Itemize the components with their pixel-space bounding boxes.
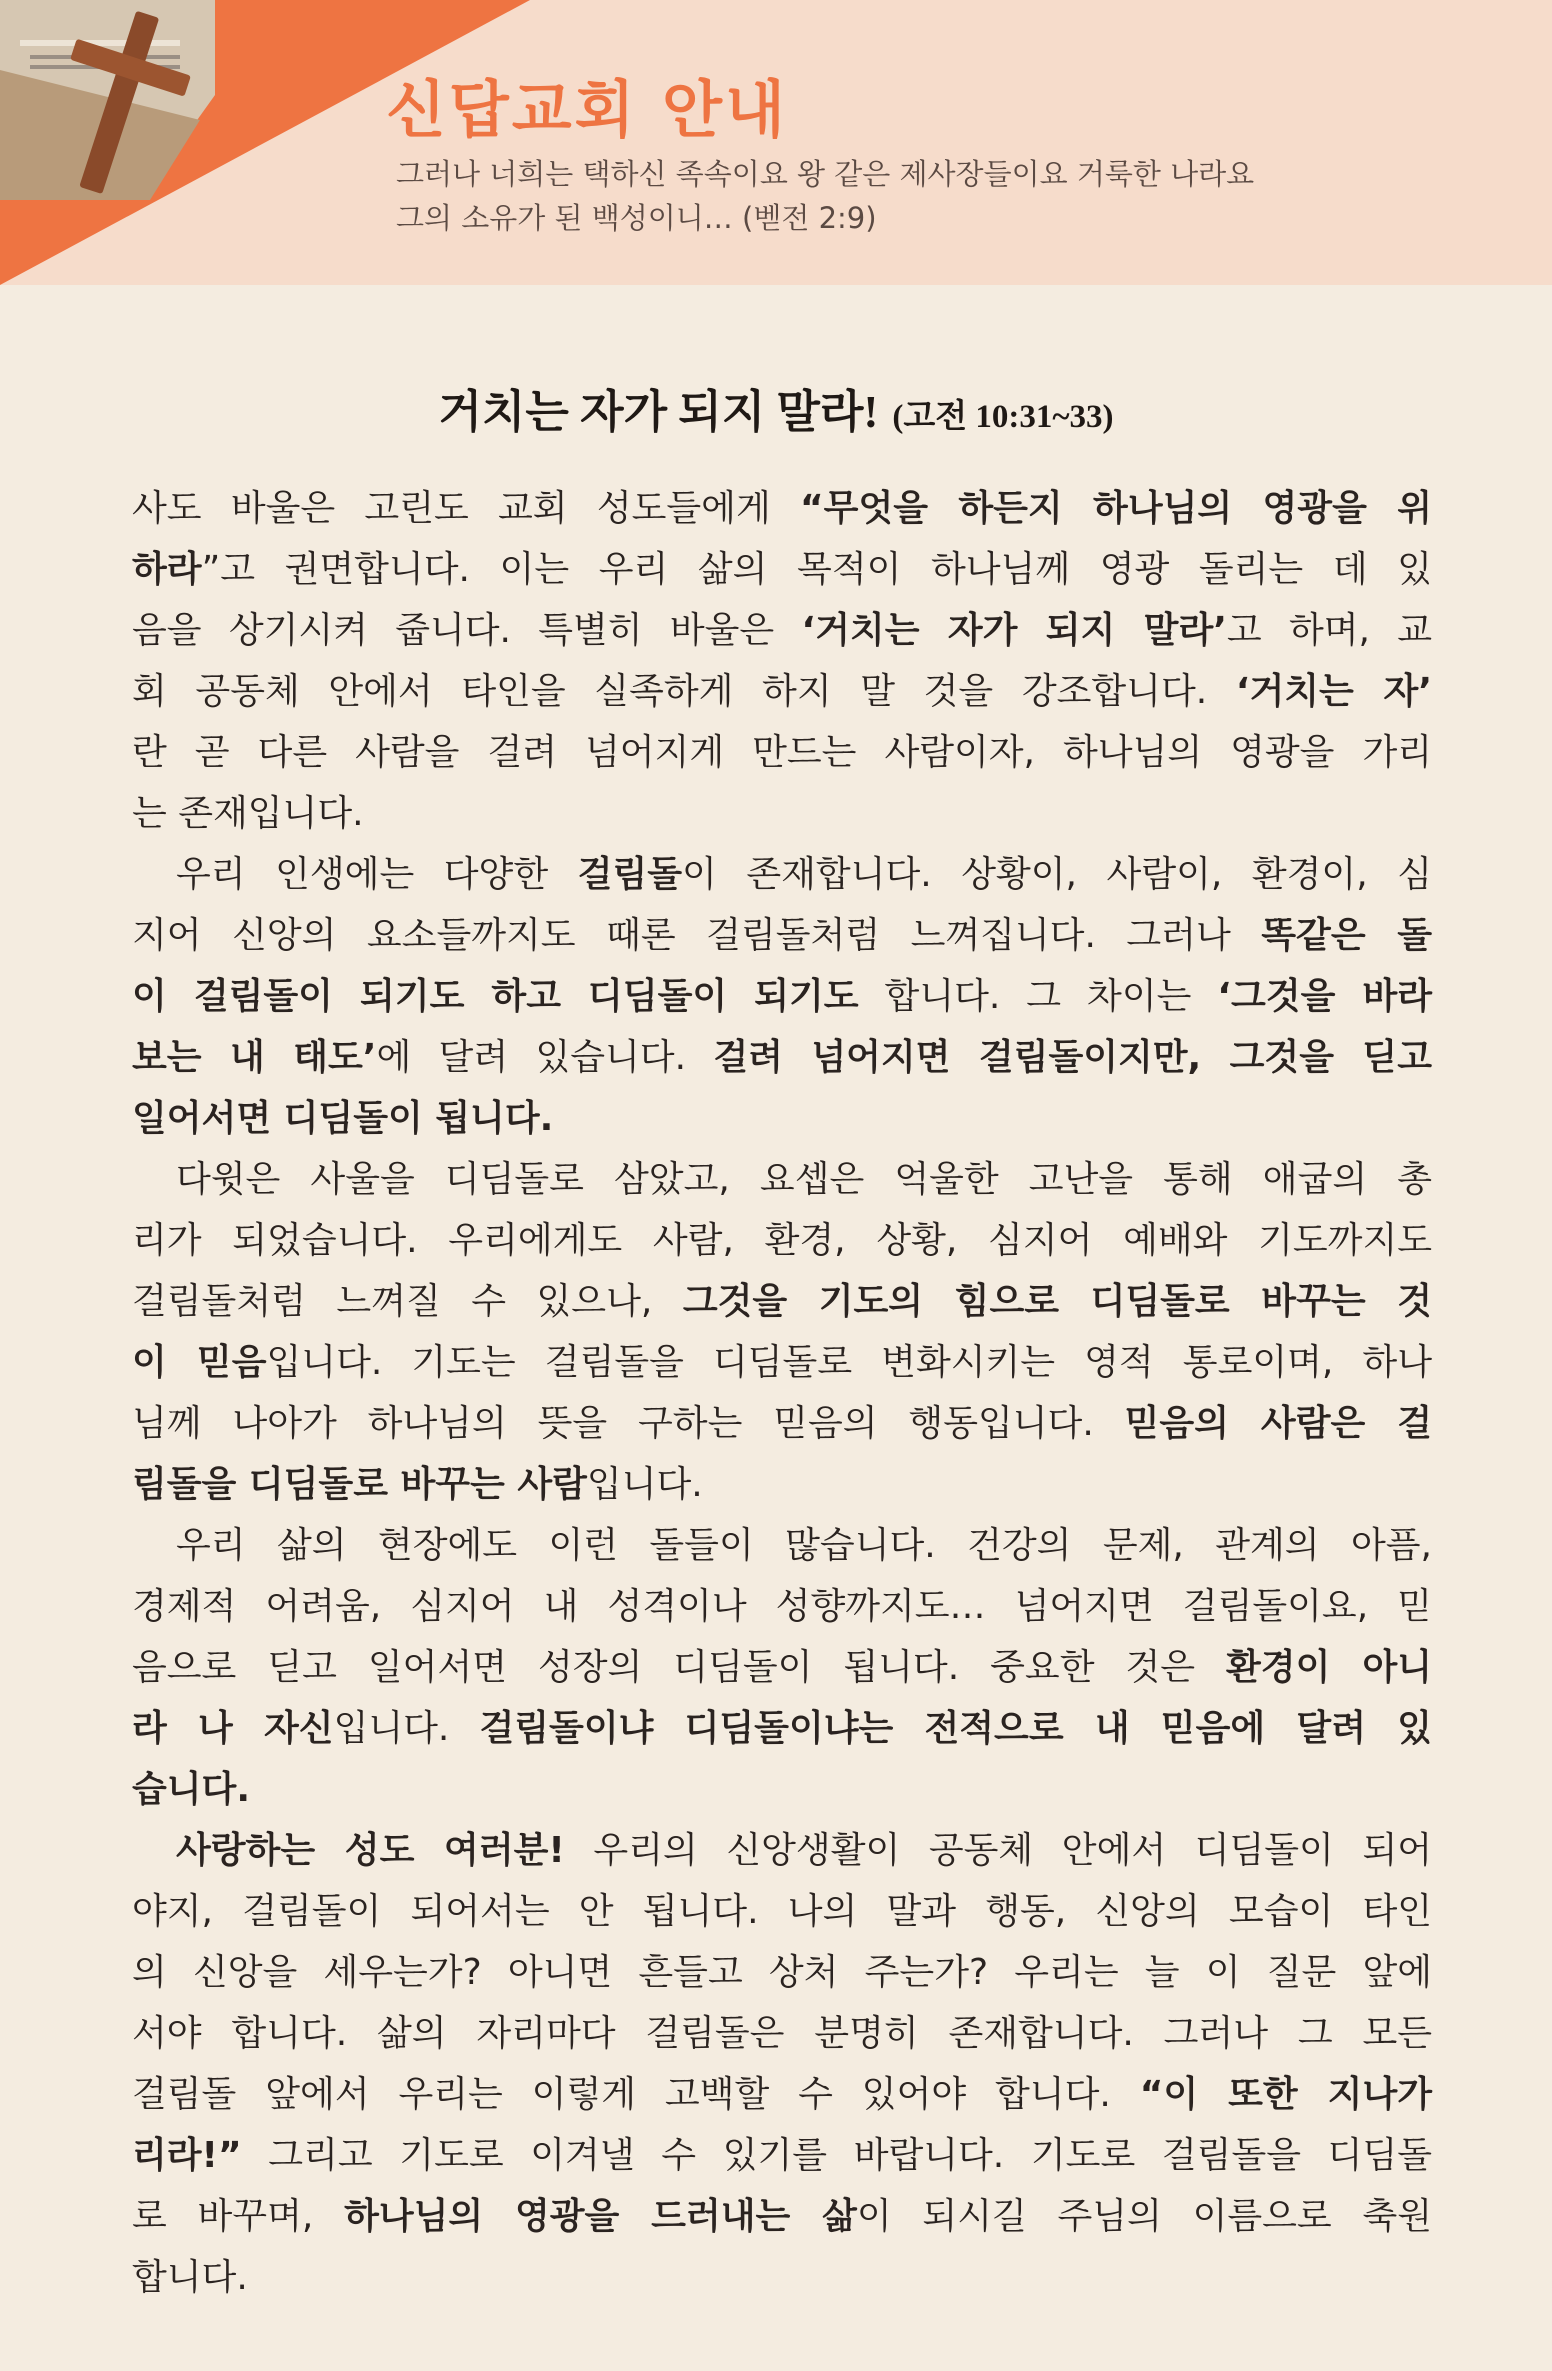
body-text: 그리고 기도로 이겨낼 수 있기를 바랍니다. 기도로 걸림돌을 디딤돌 — [241, 2135, 1432, 2176]
body-line — [132, 722, 1432, 783]
article-title — [0, 375, 1552, 440]
emphasis-text: 걸림돌 — [577, 854, 682, 895]
emphasis-text: ‘거치는 자가 되지 말라’ — [801, 610, 1227, 651]
body-text: 회 공동체 안에서 타인을 실족하게 하지 말 것을 강조합니다. — [132, 671, 1236, 712]
body-text: 님께 나아가 하나님의 뜻을 구하는 믿음의 행동입니다. — [132, 1403, 1125, 1444]
cross-on-bible-image — [0, 0, 225, 200]
body-text: 입니다. — [333, 1708, 480, 1749]
body-line — [132, 1942, 1432, 2003]
body-text: 의 신앙을 세우는가? 아니면 흔들고 상처 주는가? 우리는 늘 이 질문 앞에 — [132, 1952, 1432, 1993]
body-text: 걸림돌 앞에서 우리는 이렇게 고백할 수 있어야 합니다. — [132, 2074, 1140, 2115]
emphasis-text: 그것을 기도의 힘으로 디딤돌로 바꾸는 것 — [682, 1281, 1433, 1322]
body-text: 리가 되었습니다. 우리에게도 사람, 환경, 상황, 심지어 예배와 기도까지도 — [132, 1220, 1432, 1261]
emphasis-text: 리라!” — [132, 2135, 242, 2176]
body-text: 이 존재합니다. 상황이, 사람이, 환경이, 심 — [682, 854, 1432, 895]
body-line — [132, 600, 1432, 661]
body-text: 음으로 딛고 일어서면 성장의 디딤돌이 됩니다. 중요한 것은 — [132, 1647, 1227, 1688]
body-line — [132, 1820, 1432, 1881]
body-line — [132, 844, 1432, 905]
body-line — [132, 539, 1432, 600]
body-line — [132, 1393, 1432, 1454]
body-line — [132, 1210, 1432, 1271]
verse-line-2: 그의 소유가 된 백성이니… (벧전 2:9) — [396, 201, 877, 235]
emphasis-text: 걸림돌이냐 디딤돌이냐는 전적으로 내 믿음에 달려 있 — [479, 1708, 1432, 1749]
emphasis-text: ‘거치는 자’ — [1235, 671, 1432, 712]
body-line — [132, 1088, 1432, 1149]
body-line — [132, 1759, 1432, 1820]
body-text: 우리 삶의 현장에도 이런 돌들이 많습니다. 건강의 문제, 관계의 아픔, — [176, 1525, 1432, 1566]
body-text: 이 되시길 주님의 이름으로 축원 — [856, 2196, 1432, 2237]
emphasis-text: 림돌을 디딤돌로 바꾸는 사람 — [132, 1464, 587, 1505]
body-text: 에 달려 있습니다. — [376, 1037, 714, 1078]
emphasis-text: 믿음의 사람은 걸 — [1124, 1403, 1433, 1444]
body-text: 음을 상기시켜 줍니다. 특별히 바울은 — [132, 610, 802, 651]
article-heading: 거치는 자가 되지 말라! — [438, 387, 879, 437]
body-text: 경제적 어려움, 심지어 내 성격이나 성향까지도… 넘어지면 걸림돌이요, 믿 — [132, 1586, 1432, 1627]
body-text: 합니다. 그 차이는 — [858, 976, 1218, 1017]
emphasis-text: 이 믿음 — [132, 1342, 267, 1383]
body-text: 사도 바울은 고린도 교회 성도들에게 — [132, 488, 801, 529]
body-text: 우리의 신앙생활이 공동체 안에서 디딤돌이 되어 — [564, 1830, 1433, 1871]
body-text: 걸림돌처럼 느껴질 수 있으나, — [132, 1281, 683, 1322]
body-line — [132, 2064, 1432, 2125]
emphasis-text: 걸려 넘어지면 걸림돌이지만, 그것을 딛고 — [713, 1037, 1432, 1078]
body-line — [132, 478, 1432, 539]
body-line — [132, 1027, 1432, 1088]
body-text: 우리 인생에는 다양한 — [176, 854, 578, 895]
body-text: 입니다. 기도는 걸림돌을 디딤돌로 변화시키는 영적 통로이며, 하나 — [266, 1342, 1432, 1383]
emphasis-text: 환경이 아니 — [1226, 1647, 1432, 1688]
emphasis-text: ‘그것을 바라 — [1217, 976, 1433, 1017]
emphasis-text: 똑같은 돌 — [1261, 915, 1432, 956]
body-text: 란 곧 다른 사람을 걸려 넘어지게 만드는 사람이자, 하나님의 영광을 가리 — [132, 732, 1432, 773]
body-line — [132, 1637, 1432, 1698]
body-line — [132, 2247, 1432, 2308]
body-text: 지어 신앙의 요소들까지도 때론 걸림돌처럼 느껴집니다. 그러나 — [132, 915, 1262, 956]
body-text: 야지, 걸림돌이 되어서는 안 됩니다. 나의 말과 행동, 신앙의 모습이 타인 — [132, 1891, 1432, 1932]
body-line — [132, 966, 1432, 1027]
body-text: ”고 권면합니다. 이는 우리 삶의 목적이 하나님께 영광 돌리는 데 있 — [201, 549, 1432, 590]
body-line — [132, 1881, 1432, 1942]
body-line — [132, 905, 1432, 966]
body-line — [132, 661, 1432, 722]
body-line — [132, 2186, 1432, 2247]
emphasis-text: 하라 — [132, 549, 202, 590]
header-verse — [396, 152, 1396, 240]
emphasis-text: 라 나 자신 — [132, 1708, 334, 1749]
body-line — [132, 1515, 1432, 1576]
body-line — [132, 2125, 1432, 2186]
emphasis-text: 습니다. — [132, 1769, 251, 1810]
body-line — [132, 1332, 1432, 1393]
body-text: 합니다. — [132, 2257, 248, 2298]
body-text: 서야 합니다. 삶의 자리마다 걸림돌은 분명히 존재합니다. 그러나 그 모든 — [132, 2013, 1432, 2054]
emphasis-text: 이 걸림돌이 되기도 하고 디딤돌이 되기도 — [132, 976, 859, 1017]
body-line — [132, 1271, 1432, 1332]
body-line — [132, 1698, 1432, 1759]
scripture-reference: (고전 10:31~33) — [892, 399, 1114, 435]
emphasis-text: “무엇을 하든지 하나님의 영광을 위 — [800, 488, 1432, 529]
emphasis-text: 하나님의 영광을 드러내는 삶 — [344, 2196, 857, 2237]
body-text: 다윗은 사울을 디딤돌로 삼았고, 요셉은 억울한 고난을 통해 애굽의 총 — [176, 1159, 1432, 1200]
body-text: 입니다. — [586, 1464, 703, 1505]
verse-line-1: 그러나 너희는 택하신 족속이요 왕 같은 제사장들이요 거룩한 나라요 — [396, 157, 1255, 191]
emphasis-text: 사랑하는 성도 여러분! — [176, 1830, 565, 1871]
body-line — [132, 2003, 1432, 2064]
body-line — [132, 1149, 1432, 1210]
body-line — [132, 1576, 1432, 1637]
body-line — [132, 783, 1432, 844]
emphasis-text: “이 또한 지나가 — [1139, 2074, 1432, 2115]
header-title: 신답교회 안내 — [386, 73, 788, 146]
body-text: 는 존재입니다. — [132, 793, 364, 834]
emphasis-text: 일어서면 디딤돌이 됩니다. — [132, 1098, 554, 1139]
emphasis-text: 보는 내 태도’ — [132, 1037, 377, 1078]
body-line — [132, 1454, 1432, 1515]
article-body — [132, 478, 1432, 2308]
body-text: 로 바꾸며, — [132, 2196, 345, 2237]
body-text: 고 하며, 교 — [1226, 610, 1433, 651]
